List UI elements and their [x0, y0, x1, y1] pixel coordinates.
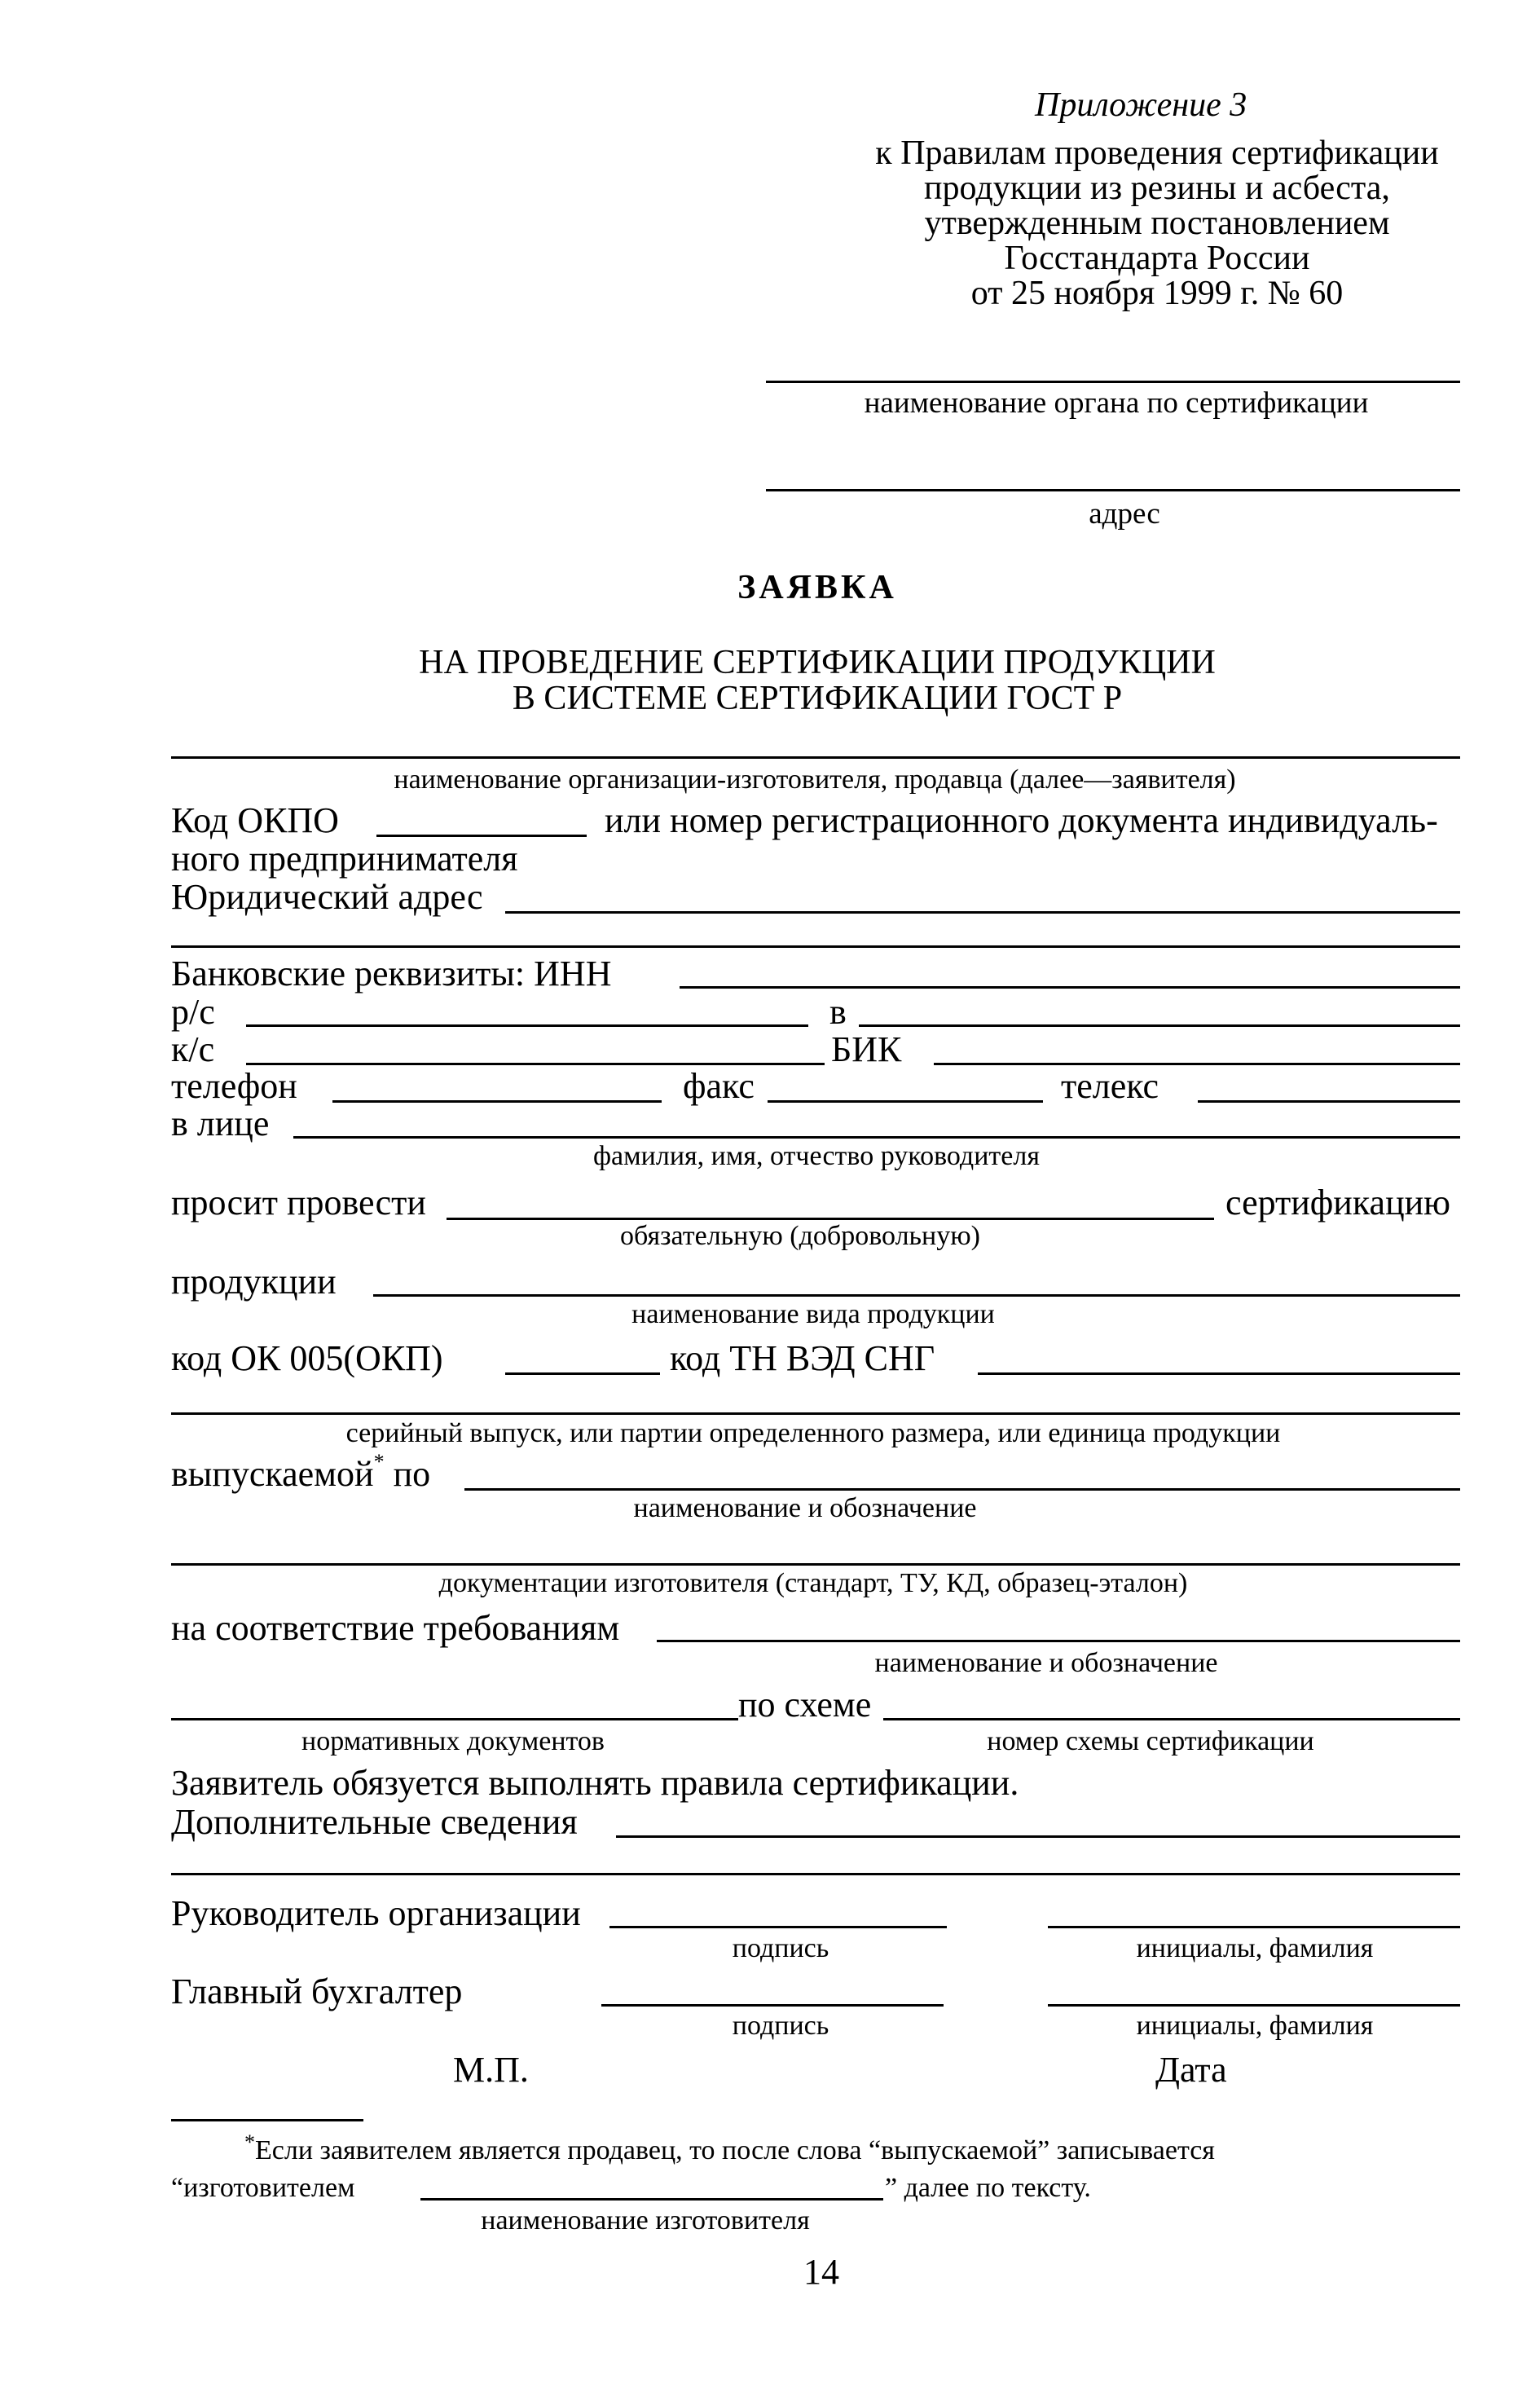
stamp-place: М.П. [453, 2050, 529, 2090]
produced-label [171, 1450, 431, 1494]
ks-label: к/с [171, 1029, 215, 1069]
certification-type-field[interactable] [447, 1218, 1214, 1220]
manufacturer-name-field[interactable] [420, 2198, 883, 2201]
rs-label: р/с [171, 992, 215, 1032]
normative-docs-field[interactable] [171, 1718, 738, 1720]
request-label: просит провести [171, 1183, 426, 1223]
bik-field[interactable] [934, 1063, 1460, 1065]
footnote-mark: * [244, 2130, 255, 2154]
header-line-4: Госстандарта России [1004, 240, 1310, 277]
docs-caption: документации изготовителя (стандарт, ТУ, КД, образец-эталон) [438, 1568, 1188, 1598]
normative-docs-caption: нормативных документов [301, 1726, 605, 1756]
bik-label: БИК [831, 1029, 902, 1069]
product-field[interactable] [373, 1294, 1460, 1297]
accountant-label: Главный бухгалтер [171, 1971, 463, 2011]
bank-name-label: в [829, 992, 847, 1032]
doc-subtitle-1: НА ПРОВЕДЕНИЕ СЕРТИФИКАЦИИ ПРОДУКЦИИ [419, 644, 1216, 681]
person-caption: фамилия, имя, отчество руководителя [593, 1141, 1040, 1171]
accountant-signature-field[interactable] [601, 2004, 944, 2007]
head-name-field[interactable] [1048, 1926, 1460, 1928]
request-caption: обязательную (добровольную) [620, 1221, 980, 1251]
footnote-line-1 [244, 2130, 1215, 2165]
okpo-cont-text: ного предпринимателя [171, 839, 518, 879]
footnote-marker: * [373, 1450, 385, 1474]
address-field[interactable] [766, 489, 1460, 491]
head-signature-field[interactable] [609, 1926, 947, 1928]
produced-label-text: выпускаемой [171, 1454, 374, 1494]
head-signature-caption: подпись [732, 1933, 829, 1963]
phone-field[interactable] [332, 1100, 662, 1103]
cert-body-field[interactable] [766, 381, 1460, 383]
additional-info-field[interactable] [616, 1835, 1460, 1838]
organization-caption: наименование организации-изготовителя, продавца (далее—заявителя) [394, 764, 1236, 795]
footnote-line-2-start: “изготовителем [171, 2173, 355, 2203]
accountant-name-caption: инициалы, фамилия [1136, 2011, 1374, 2041]
additional-info-field-2[interactable] [171, 1873, 1460, 1875]
bank-name-field[interactable] [859, 1024, 1460, 1027]
doc-title: ЗАЯВКА [737, 569, 897, 606]
scheme-label: по схеме [738, 1685, 872, 1725]
additional-info-label: Дополнительные сведения [171, 1802, 578, 1842]
header-line-2: продукции из резины и асбеста, [924, 170, 1390, 207]
footnote-separator [171, 2119, 363, 2121]
cert-body-caption: наименование органа по сертификации [864, 386, 1369, 420]
produced-by-text: по [393, 1454, 431, 1494]
person-field[interactable] [293, 1136, 1460, 1139]
okpo-label: Код ОКПО [171, 800, 339, 840]
compliance-field[interactable] [657, 1640, 1460, 1642]
doc-subtitle-2: В СИСТЕМЕ СЕРТИФИКАЦИИ ГОСТ Р [512, 680, 1123, 717]
header-line-1: к Правилам проведения сертификации [875, 134, 1439, 172]
address-caption: адрес [1089, 497, 1160, 531]
product-label: продукции [171, 1262, 337, 1302]
legal-address-label: Юридический адрес [171, 877, 483, 917]
request-suffix: сертификацию [1225, 1183, 1451, 1223]
footnote-line-1-text: Если заявителем является продавец, то после слова “выпускаемой” записывается [255, 2135, 1215, 2165]
name-caption: наименование и обозначение [633, 1493, 977, 1523]
appendix-number: Приложение 3 [1035, 86, 1247, 124]
organization-field[interactable] [171, 756, 1460, 759]
series-caption: серийный выпуск, или партии определенного размера, или единица продукции [345, 1418, 1281, 1448]
ok-code-field[interactable] [505, 1372, 660, 1375]
produced-by-field[interactable] [464, 1488, 1460, 1491]
manufacturer-docs-field[interactable] [171, 1563, 1460, 1566]
product-caption: наименование вида продукции [631, 1299, 995, 1329]
fax-field[interactable] [768, 1100, 1043, 1103]
bank-details-label: Банковские реквизиты: ИНН [171, 954, 612, 993]
person-label: в лице [171, 1104, 270, 1143]
inn-field[interactable] [680, 986, 1460, 989]
legal-address-field[interactable] [505, 911, 1460, 914]
compliance-label: на соответствие требованиям [171, 1608, 620, 1648]
ks-field[interactable] [246, 1063, 825, 1065]
telex-field[interactable] [1198, 1100, 1460, 1103]
page-number: 14 [803, 2252, 839, 2292]
accountant-signature-caption: подпись [732, 2011, 829, 2041]
obligation-text: Заявитель обязуется выполнять правила сертификации. [171, 1763, 1019, 1803]
head-label: Руководитель организации [171, 1893, 581, 1933]
date-label: Дата [1155, 2050, 1227, 2090]
footnote-line-2-end: ” далее по тексту. [885, 2173, 1091, 2203]
series-field[interactable] [171, 1412, 1460, 1415]
legal-address-field-2[interactable] [171, 945, 1460, 948]
header-line-3: утвержденным постановлением [924, 205, 1390, 242]
tnved-label: код ТН ВЭД СНГ [670, 1338, 935, 1378]
okpo-or-text: или номер регистрационного документа индивидуаль- [605, 800, 1438, 840]
accountant-name-field[interactable] [1048, 2004, 1460, 2007]
manufacturer-name-caption: наименование изготовителя [481, 2205, 810, 2236]
telex-label: телекс [1061, 1066, 1159, 1106]
compliance-caption: наименование и обозначение [874, 1648, 1218, 1678]
scheme-field[interactable] [883, 1718, 1460, 1720]
okpo-field[interactable] [376, 835, 587, 837]
ok-code-label: код ОК 005(ОКП) [171, 1338, 443, 1378]
head-name-caption: инициалы, фамилия [1136, 1933, 1374, 1963]
fax-label: факс [683, 1066, 755, 1106]
rs-field[interactable] [246, 1024, 808, 1027]
scheme-caption: номер схемы сертификации [987, 1726, 1314, 1756]
header-line-5: от 25 ноября 1999 г. № 60 [970, 275, 1344, 312]
tnved-field[interactable] [978, 1372, 1460, 1375]
phone-label: телефон [171, 1066, 297, 1106]
